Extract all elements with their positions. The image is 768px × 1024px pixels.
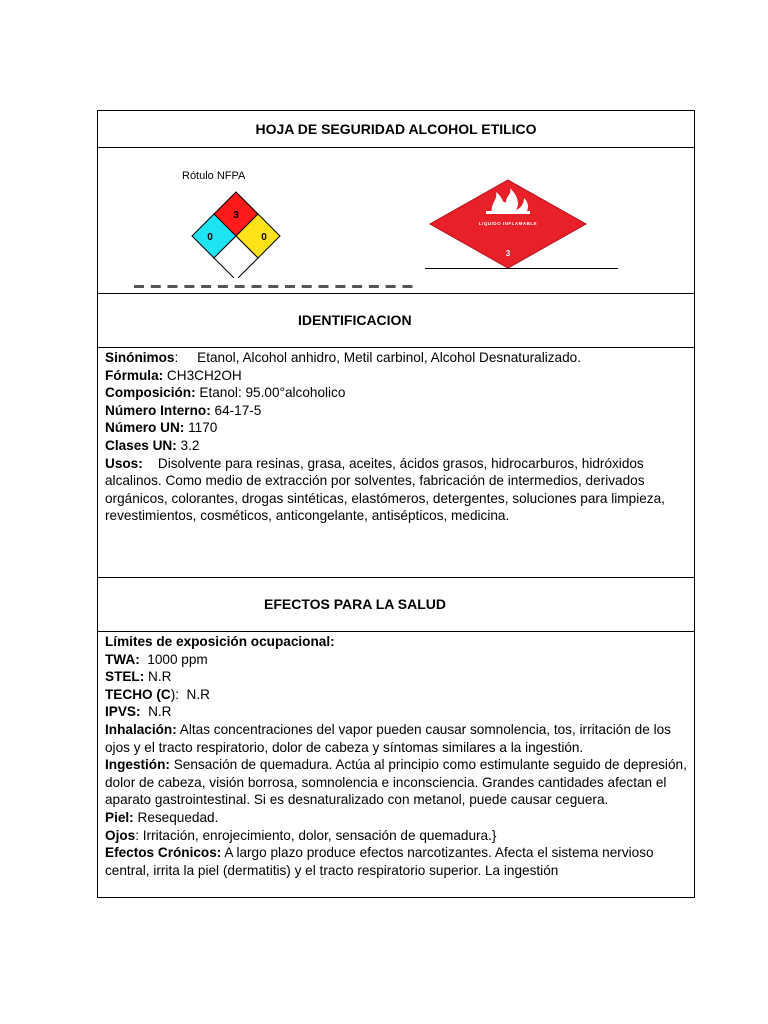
ingestion-label: Ingestión: [105,757,170,773]
hazard-images-row [98,148,694,294]
inhalacion-value: Altas concentraciones del vapor pueden causar somnolencia, tos, irritación de los ojos y el tracto respiratorio, dolor de cabeza y síntomas similares a la ingestión. [105,721,671,755]
nfpa-diamond-icon [174,188,304,278]
nfpa-reactivity: 0 [261,232,267,243]
flammable-liquid-placard-icon [428,178,588,270]
identificacion-content [98,348,694,578]
sheet-title: HOJA DE SEGURIDAD ALCOHOL ETILICO [98,111,694,148]
techo-label: TECHO (C [105,686,171,702]
limites-label: Límites de exposición ocupacional: [105,634,335,649]
section-efectos-heading [98,578,694,632]
usos-label: Usos: [105,455,143,471]
ipvs-value: N.R [140,704,172,720]
composicion-label: Composición: [105,385,196,401]
ojos-value: : Irritación, enrojecimiento, dolor, sensación de quemadura.} [135,827,497,843]
efectos-content [98,632,694,879]
piel-value: Resequedad. [133,809,219,825]
inhalacion-label: Inhalación: [105,721,177,737]
composicion-value: Etanol: 95.00°alcoholico [195,385,346,401]
sinonimos-label: Sinónimos [105,350,175,365]
clases-un-label: Clases UN: [105,437,177,453]
numero-un-label: Número UN: [105,420,185,436]
safety-sheet [97,110,695,898]
techo-value: ): N.R [170,686,210,702]
placard-text: LIQUIDO INFLAMABLE [478,221,538,226]
identificacion-heading: IDENTIFICACION [298,312,412,328]
numero-interno-label: Número Interno: [105,402,211,418]
ipvs-label: IPVS: [105,704,141,720]
nfpa-flammability: 3 [233,210,239,221]
stel-value: N.R [144,669,172,685]
numero-interno-value: 64-17-5 [210,402,262,418]
sinonimos-value: : Etanol, Alcohol anhidro, Metil carbinol, Alcohol Desnaturalizado. [174,350,582,365]
signature-line [425,268,618,269]
cronicos-label: Efectos Crónicos: [105,845,222,861]
nfpa-label: Rótulo NFPA [182,170,246,182]
usos-value: Disolvente para resinas, grasa, aceites, ácidos grasos, hidrocarburos, hidróxidos alcalinos. Como medio de extracción por solventes, fabricación de intermedios, derivados orgánicos, colorantes, drogas sintéticas, elastómeros, detergentes, soluciones para limpieza, revestimientos, cosméticos, anticongelante, antisépticos, medicina. [105,455,669,524]
nfpa-health: 0 [207,232,213,243]
section-identificacion-heading [98,294,694,348]
numero-un-value: 1170 [184,420,218,436]
ingestion-value: Sensación de quemadura. Actúa al principio como estimulante seguido de depresión, dolor de cabeza, visión borrosa, somnolencia e inconsciencia. Grandes cantidades afectan el aparato gastrointestinal. Si es desnaturalizado con metanol, puede causar ceguera. [105,757,687,808]
formula-value: CH3CH2OH [163,367,242,383]
twa-value: 1000 ppm [139,651,208,667]
twa-label: TWA: [105,651,140,667]
formula-label: Fórmula: [105,367,164,383]
efectos-heading: EFECTOS PARA LA SALUD [264,596,447,612]
piel-label: Piel: [105,809,134,825]
stel-label: STEL: [105,669,145,685]
ojos-label: Ojos [105,827,136,843]
cropped-image-text: ▬ ▬ ▬ ▬ ▬ ▬ ▬ ▬ ▬ ▬ ▬ ▬ ▬ ▬ ▬ ▬ ▬ [134,280,415,288]
cronicos-value: A largo plazo produce efectos narcotizantes. Afecta el sistema nervioso central, irrita la piel (dermatitis) y el tracto respiratorio superior. La ingestión [105,845,654,878]
clases-un-value: 3.2 [176,437,200,453]
placard-class-number: 3 [505,249,511,258]
